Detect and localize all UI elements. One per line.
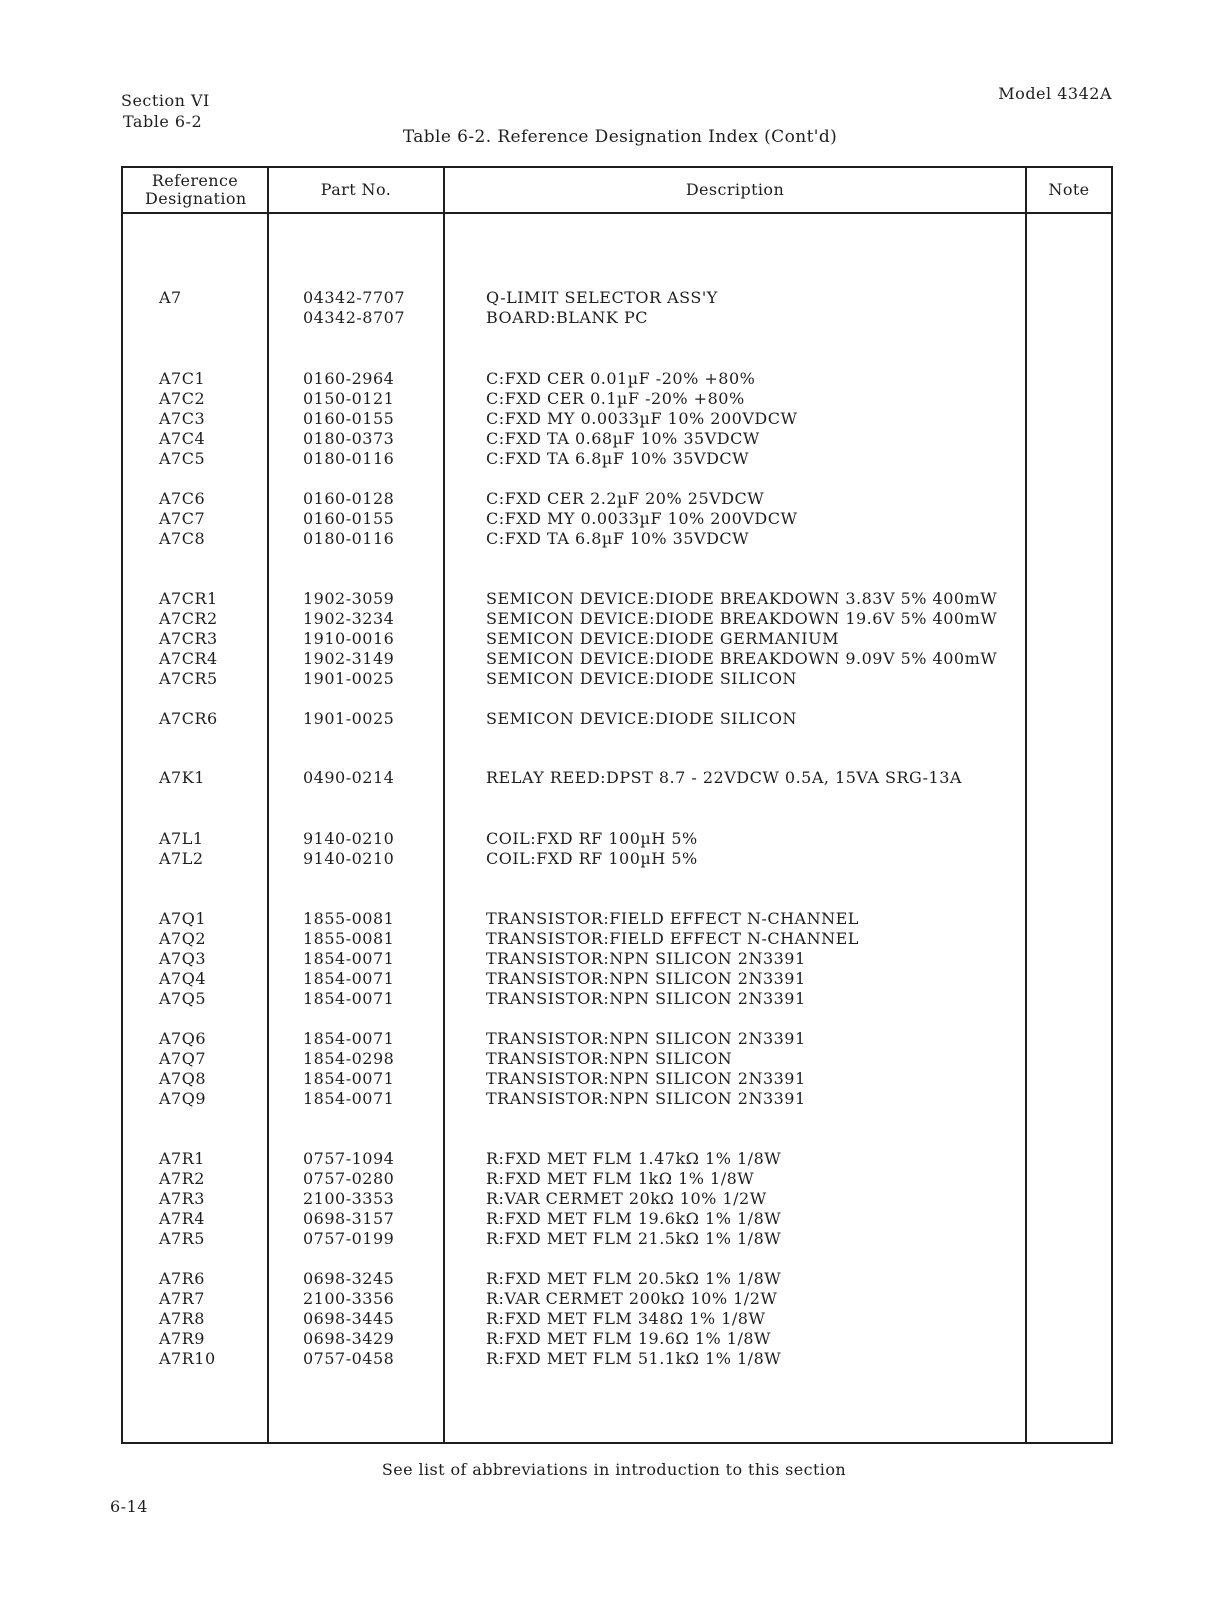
part-number-cell: 1902-3234 bbox=[303, 609, 395, 628]
table-row bbox=[123, 909, 1111, 929]
part-number-cell: 0757-1094 bbox=[303, 1149, 395, 1168]
reference-designation-cell: A7C2 bbox=[159, 389, 206, 408]
description-cell: SEMICON DEVICE:DIODE SILICON bbox=[486, 709, 797, 728]
reference-designation-cell: A7Q3 bbox=[159, 949, 207, 968]
part-number-cell: 9140-0210 bbox=[303, 849, 395, 868]
description-cell: SEMICON DEVICE:DIODE GERMANIUM bbox=[486, 629, 839, 648]
description-cell: TRANSISTOR:NPN SILICON 2N3391 bbox=[486, 969, 806, 988]
reference-designation-cell: A7C3 bbox=[159, 409, 206, 428]
description-cell: C:FXD CER 0.01µF -20% +80% bbox=[486, 369, 756, 388]
part-number-cell: 1854-0071 bbox=[303, 1029, 395, 1048]
table-row bbox=[123, 709, 1111, 729]
table-row bbox=[123, 1209, 1111, 1229]
table-row bbox=[123, 288, 1111, 308]
part-number-cell: 0160-0155 bbox=[303, 509, 395, 528]
column-header-label: Description bbox=[685, 180, 785, 199]
description-cell: SEMICON DEVICE:DIODE BREAKDOWN 19.6V 5% 400mW bbox=[486, 609, 998, 628]
description-cell: RELAY REED:DPST 8.7 - 22VDCW 0.5A, 15VA SRG-13A bbox=[486, 768, 962, 787]
part-number-cell: 0698-3245 bbox=[303, 1269, 395, 1288]
table-row bbox=[123, 1069, 1111, 1089]
table-row bbox=[123, 589, 1111, 609]
part-number-cell: 0698-3157 bbox=[303, 1209, 395, 1228]
reference-designation-cell: A7L2 bbox=[159, 849, 204, 868]
reference-designation-cell: A7CR3 bbox=[159, 629, 218, 648]
reference-designation-cell: A7CR1 bbox=[159, 589, 218, 608]
reference-designation-cell: A7CR4 bbox=[159, 649, 218, 668]
reference-designation-cell: A7K1 bbox=[159, 768, 205, 787]
part-number-cell: 2100-3353 bbox=[303, 1189, 395, 1208]
part-number-cell: 1854-0071 bbox=[303, 989, 395, 1008]
table-row bbox=[123, 1349, 1111, 1369]
part-number-cell: 0698-3445 bbox=[303, 1309, 395, 1328]
part-number-cell: 0180-0116 bbox=[303, 449, 395, 468]
reference-designation-cell: A7R9 bbox=[159, 1329, 205, 1348]
part-number-cell: 04342-8707 bbox=[303, 308, 406, 327]
table-row bbox=[123, 949, 1111, 969]
description-cell: R:VAR CERMET 20kΩ 10% 1/2W bbox=[486, 1189, 767, 1208]
part-number-cell: 1855-0081 bbox=[303, 929, 395, 948]
table-row bbox=[123, 1029, 1111, 1049]
column-header-label: Part No. bbox=[320, 180, 392, 199]
description-cell: C:FXD TA 6.8µF 10% 35VDCW bbox=[486, 529, 750, 548]
table-row bbox=[123, 629, 1111, 649]
table-row bbox=[123, 1269, 1111, 1289]
part-number-cell: 1901-0025 bbox=[303, 709, 395, 728]
part-number-cell: 1855-0081 bbox=[303, 909, 395, 928]
reference-designation-cell: A7Q1 bbox=[159, 909, 207, 928]
reference-designation-cell: A7C1 bbox=[159, 369, 206, 388]
reference-designation-cell: A7R1 bbox=[159, 1149, 205, 1168]
table-row bbox=[123, 609, 1111, 629]
table-row bbox=[123, 389, 1111, 409]
table-row bbox=[123, 768, 1111, 788]
description-cell: TRANSISTOR:FIELD EFFECT N-CHANNEL bbox=[486, 929, 859, 948]
table-row bbox=[123, 369, 1111, 389]
part-number-cell: 1854-0071 bbox=[303, 1089, 395, 1108]
table-reference-label: Table 6-2 bbox=[123, 112, 203, 131]
table-row bbox=[123, 969, 1111, 989]
table-row bbox=[123, 308, 1111, 328]
part-number-cell: 1910-0016 bbox=[303, 629, 395, 648]
description-cell: SEMICON DEVICE:DIODE BREAKDOWN 9.09V 5% 400mW bbox=[486, 649, 998, 668]
table-row bbox=[123, 1229, 1111, 1249]
part-number-cell: 0180-0373 bbox=[303, 429, 395, 448]
reference-designation-cell: A7C7 bbox=[159, 509, 206, 528]
description-cell: TRANSISTOR:NPN SILICON 2N3391 bbox=[486, 949, 806, 968]
reference-designation-cell: A7R2 bbox=[159, 1169, 205, 1188]
table-row bbox=[123, 1189, 1111, 1209]
reference-designation-cell: A7C4 bbox=[159, 429, 206, 448]
part-number-cell: 9140-0210 bbox=[303, 829, 395, 848]
description-cell: R:FXD MET FLM 20.5kΩ 1% 1/8W bbox=[486, 1269, 782, 1288]
reference-designation-cell: A7Q4 bbox=[159, 969, 207, 988]
part-number-cell: 0160-0128 bbox=[303, 489, 395, 508]
description-cell: Q-LIMIT SELECTOR ASS'Y bbox=[486, 288, 718, 307]
reference-designation-cell: A7R7 bbox=[159, 1289, 205, 1308]
part-number-cell: 0757-0199 bbox=[303, 1229, 395, 1248]
table-row bbox=[123, 1309, 1111, 1329]
reference-designation-cell: A7C5 bbox=[159, 449, 206, 468]
table-title: Table 6-2. Reference Designation Index (Cont'd) bbox=[402, 127, 838, 147]
description-cell: R:FXD MET FLM 21.5kΩ 1% 1/8W bbox=[486, 1229, 782, 1248]
table-row bbox=[123, 529, 1111, 549]
description-cell: C:FXD MY 0.0033µF 10% 200VDCW bbox=[486, 509, 798, 528]
description-cell: TRANSISTOR:NPN SILICON 2N3391 bbox=[486, 989, 806, 1008]
reference-designation-cell: A7Q8 bbox=[159, 1069, 207, 1088]
reference-designation-cell: A7R10 bbox=[159, 1349, 216, 1368]
table-row bbox=[123, 1149, 1111, 1169]
reference-designation-cell: A7C6 bbox=[159, 489, 206, 508]
reference-designation-cell: A7R4 bbox=[159, 1209, 205, 1228]
description-cell: TRANSISTOR:NPN SILICON 2N3391 bbox=[486, 1029, 806, 1048]
reference-designation-cell: A7C8 bbox=[159, 529, 206, 548]
reference-designation-cell: A7 bbox=[159, 288, 182, 307]
description-cell: R:FXD MET FLM 19.6Ω 1% 1/8W bbox=[486, 1329, 771, 1348]
description-cell: BOARD:BLANK PC bbox=[486, 308, 648, 327]
table-row bbox=[123, 1049, 1111, 1069]
part-number-cell: 1902-3059 bbox=[303, 589, 395, 608]
table-row bbox=[123, 929, 1111, 949]
description-cell: R:FXD MET FLM 19.6kΩ 1% 1/8W bbox=[486, 1209, 782, 1228]
part-number-cell: 0757-0458 bbox=[303, 1349, 395, 1368]
reference-designation-cell: A7Q9 bbox=[159, 1089, 207, 1108]
part-number-cell: 1854-0071 bbox=[303, 969, 395, 988]
description-cell: C:FXD MY 0.0033µF 10% 200VDCW bbox=[486, 409, 798, 428]
part-number-cell: 0160-2964 bbox=[303, 369, 395, 388]
part-number-cell: 1854-0071 bbox=[303, 949, 395, 968]
description-cell: R:FXD MET FLM 1.47kΩ 1% 1/8W bbox=[486, 1149, 782, 1168]
table-row bbox=[123, 1329, 1111, 1349]
table-row bbox=[123, 449, 1111, 469]
table-row bbox=[123, 1089, 1111, 1109]
table-row bbox=[123, 429, 1111, 449]
description-cell: R:FXD MET FLM 348Ω 1% 1/8W bbox=[486, 1309, 766, 1328]
table-row bbox=[123, 409, 1111, 429]
description-cell: R:VAR CERMET 200kΩ 10% 1/2W bbox=[486, 1289, 778, 1308]
reference-designation-cell: A7R5 bbox=[159, 1229, 205, 1248]
part-number-cell: 0490-0214 bbox=[303, 768, 395, 787]
table-row bbox=[123, 509, 1111, 529]
description-cell: SEMICON DEVICE:DIODE SILICON bbox=[486, 669, 797, 688]
description-cell: C:FXD CER 0.1µF -20% +80% bbox=[486, 389, 745, 408]
reference-designation-cell: A7CR6 bbox=[159, 709, 218, 728]
description-cell: TRANSISTOR:NPN SILICON 2N3391 bbox=[486, 1089, 806, 1108]
description-cell: TRANSISTOR:NPN SILICON bbox=[486, 1049, 733, 1068]
reference-designation-cell: A7R6 bbox=[159, 1269, 205, 1288]
part-number-cell: 0160-0155 bbox=[303, 409, 395, 428]
reference-designation-cell: A7CR5 bbox=[159, 669, 218, 688]
description-cell: R:FXD MET FLM 51.1kΩ 1% 1/8W bbox=[486, 1349, 782, 1368]
table-row bbox=[123, 1169, 1111, 1189]
table-row bbox=[123, 849, 1111, 869]
part-number-cell: 1854-0298 bbox=[303, 1049, 395, 1068]
part-number-cell: 1901-0025 bbox=[303, 669, 395, 688]
description-cell: TRANSISTOR:FIELD EFFECT N-CHANNEL bbox=[486, 909, 859, 928]
footer-note: See list of abbreviations in introduction to this section bbox=[381, 1460, 847, 1479]
description-cell: SEMICON DEVICE:DIODE BREAKDOWN 3.83V 5% 400mW bbox=[486, 589, 998, 608]
table-row bbox=[123, 829, 1111, 849]
column-header-label: Note bbox=[1048, 180, 1090, 199]
page-number: 6-14 bbox=[110, 1497, 148, 1516]
reference-designation-cell: A7R3 bbox=[159, 1189, 205, 1208]
part-number-cell: 0757-0280 bbox=[303, 1169, 395, 1188]
reference-designation-cell: A7CR2 bbox=[159, 609, 218, 628]
section-label: Section VI bbox=[121, 91, 210, 110]
reference-designation-cell: A7Q6 bbox=[159, 1029, 207, 1048]
table-row bbox=[123, 669, 1111, 689]
description-cell: C:FXD TA 0.68µF 10% 35VDCW bbox=[486, 429, 760, 448]
reference-designation-cell: A7Q7 bbox=[159, 1049, 207, 1068]
table-body bbox=[123, 168, 1111, 1442]
description-cell: TRANSISTOR:NPN SILICON 2N3391 bbox=[486, 1069, 806, 1088]
table-row bbox=[123, 1289, 1111, 1309]
part-number-cell: 04342-7707 bbox=[303, 288, 406, 307]
description-cell: R:FXD MET FLM 1kΩ 1% 1/8W bbox=[486, 1169, 755, 1188]
table-row bbox=[123, 489, 1111, 509]
part-number-cell: 0698-3429 bbox=[303, 1329, 395, 1348]
part-number-cell: 2100-3356 bbox=[303, 1289, 395, 1308]
reference-designation-table bbox=[121, 166, 1113, 1444]
part-number-cell: 1854-0071 bbox=[303, 1069, 395, 1088]
reference-designation-cell: A7Q5 bbox=[159, 989, 207, 1008]
table-row bbox=[123, 989, 1111, 1009]
description-cell: COIL:FXD RF 100µH 5% bbox=[486, 829, 698, 848]
column-header-label: Reference Designation bbox=[145, 171, 247, 208]
reference-designation-cell: A7R8 bbox=[159, 1309, 205, 1328]
description-cell: C:FXD CER 2.2µF 20% 25VDCW bbox=[486, 489, 765, 508]
model-label: Model 4342A bbox=[998, 84, 1112, 103]
reference-designation-cell: A7L1 bbox=[159, 829, 204, 848]
table-row bbox=[123, 649, 1111, 669]
reference-designation-cell: A7Q2 bbox=[159, 929, 207, 948]
part-number-cell: 1902-3149 bbox=[303, 649, 395, 668]
description-cell: C:FXD TA 6.8µF 10% 35VDCW bbox=[486, 449, 750, 468]
part-number-cell: 0180-0116 bbox=[303, 529, 395, 548]
part-number-cell: 0150-0121 bbox=[303, 389, 395, 408]
description-cell: COIL:FXD RF 100µH 5% bbox=[486, 849, 698, 868]
